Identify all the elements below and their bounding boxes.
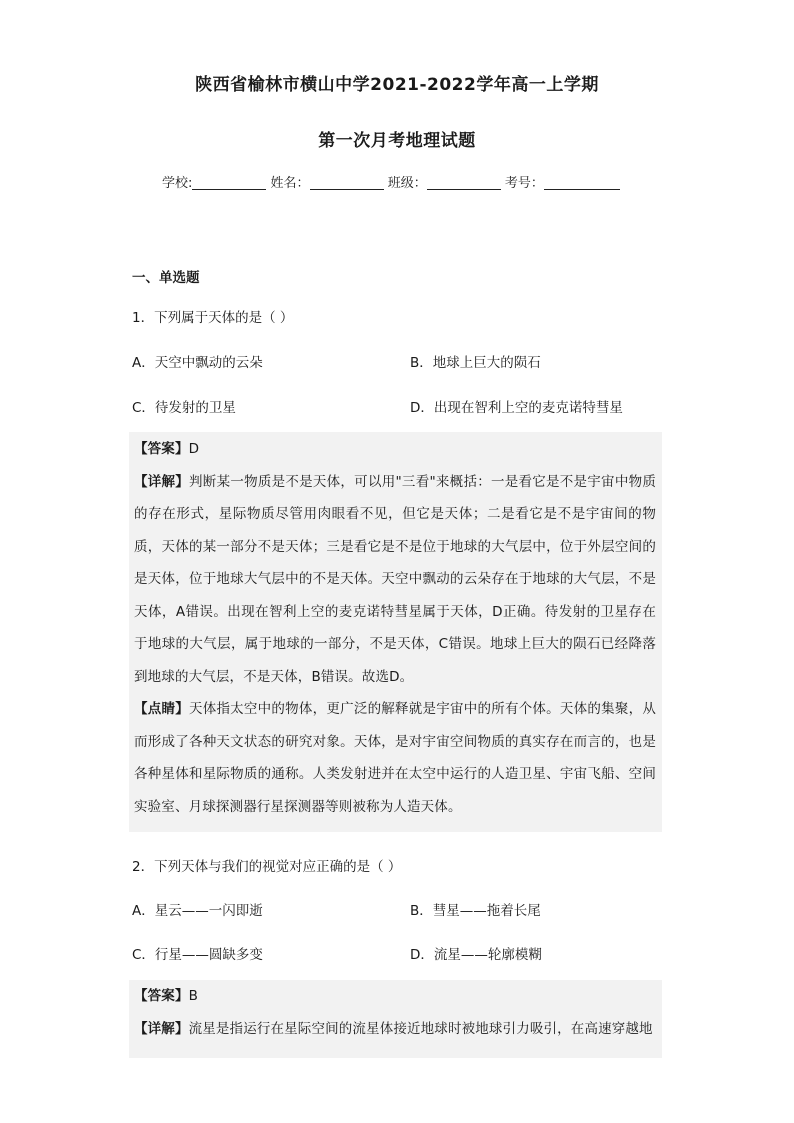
q2-option-b: B．彗星——拖着长尾 xyxy=(410,903,541,919)
answer-label: 【答案】 xyxy=(134,441,189,457)
q1-option-a: A．天空中飘动的云朵 xyxy=(132,355,263,371)
q1-option-b: B．地球上巨大的陨石 xyxy=(410,355,541,371)
section-title: 一、单选题 xyxy=(132,270,200,286)
q1-tip xyxy=(129,693,662,823)
q2-stem: 2．下列天体与我们的视觉对应正确的是（ ） xyxy=(132,859,402,875)
q2-solution-box xyxy=(129,980,662,1058)
title-line-1: 陕西省榆林市横山中学2021-2022学年高一上学期 xyxy=(195,75,599,95)
answer-label: 【答案】 xyxy=(134,988,189,1004)
q2-option-a: A．星云——一闪即逝 xyxy=(132,903,263,919)
q1-stem: 1．下列属于天体的是（ ） xyxy=(132,310,294,326)
number-blank xyxy=(544,175,620,190)
school-blank xyxy=(192,175,266,190)
detail-label: 【详解】 xyxy=(134,473,190,490)
number-label: 考号： xyxy=(504,176,544,191)
q1-option-d: D．出现在智利上空的麦克诺特彗星 xyxy=(410,400,623,416)
q1-answer xyxy=(129,433,662,466)
student-info-line xyxy=(162,172,620,191)
class-label: 班级： xyxy=(387,176,427,191)
tip-text: 天体指太空中的物体，更广泛的解释就是宇宙中的所有个体。天体的集聚，从而形成了各种天文状态的研究对象。天体，是对宇宙空间物质的真实存在而言的，也是各种星体和星际物质的通称。人类发射进并在太空中运行的人造卫星、宇宙飞船、空间实验室、月球探测器行星探测器等则被称为人造天体。 xyxy=(134,701,656,815)
class-blank xyxy=(427,175,501,190)
q1-detail xyxy=(129,466,662,694)
q1-option-c: C．待发射的卫星 xyxy=(132,400,236,416)
school-label: 学校: xyxy=(162,176,193,191)
name-blank xyxy=(310,175,384,190)
tip-label: 【点睛】 xyxy=(134,701,189,717)
title-line-2: 第一次月考地理试题 xyxy=(318,131,476,151)
q1-solution-box xyxy=(129,432,662,832)
q2-option-c: C．行星——圆缺多变 xyxy=(132,947,263,963)
q2-detail xyxy=(129,1013,662,1046)
q2-option-d: D．流星——轮廓模糊 xyxy=(410,947,542,963)
q2-answer xyxy=(129,980,662,1013)
detail-label: 【详解】 xyxy=(134,1020,189,1037)
answer-value: D xyxy=(188,441,200,457)
name-label: 姓名： xyxy=(270,176,310,191)
detail-text: 流星是指运行在星际空间的流星体接近地球时被地球引力吸引，在高速穿越地 xyxy=(188,1020,653,1037)
detail-text: 判断某一物质是不是天体，可以用"三看"来概括：一是看它是不是宇宙中物质的存在形式，星际物质尽管用肉眼看不见，但它是天体；二是看它是不是宇宙间的物质，天体的某一部分不是天体；三是看它是不是位于地球的大气层中，位于外层空间的是天体，位于地球大气层中的不是天体。天空中飘动的云朵存在于地球的大气层，不是天体，A错误。出现在智利上空的麦克诺特彗星属于天体，D正确。待发射的卫星存在于地球的大气层，属于地球的一部分，不是天体，C错误。地球上巨大的陨石已经降落到地球的大气层，不是天体，B错误。故选D。 xyxy=(134,473,656,685)
answer-value: B xyxy=(188,988,199,1004)
